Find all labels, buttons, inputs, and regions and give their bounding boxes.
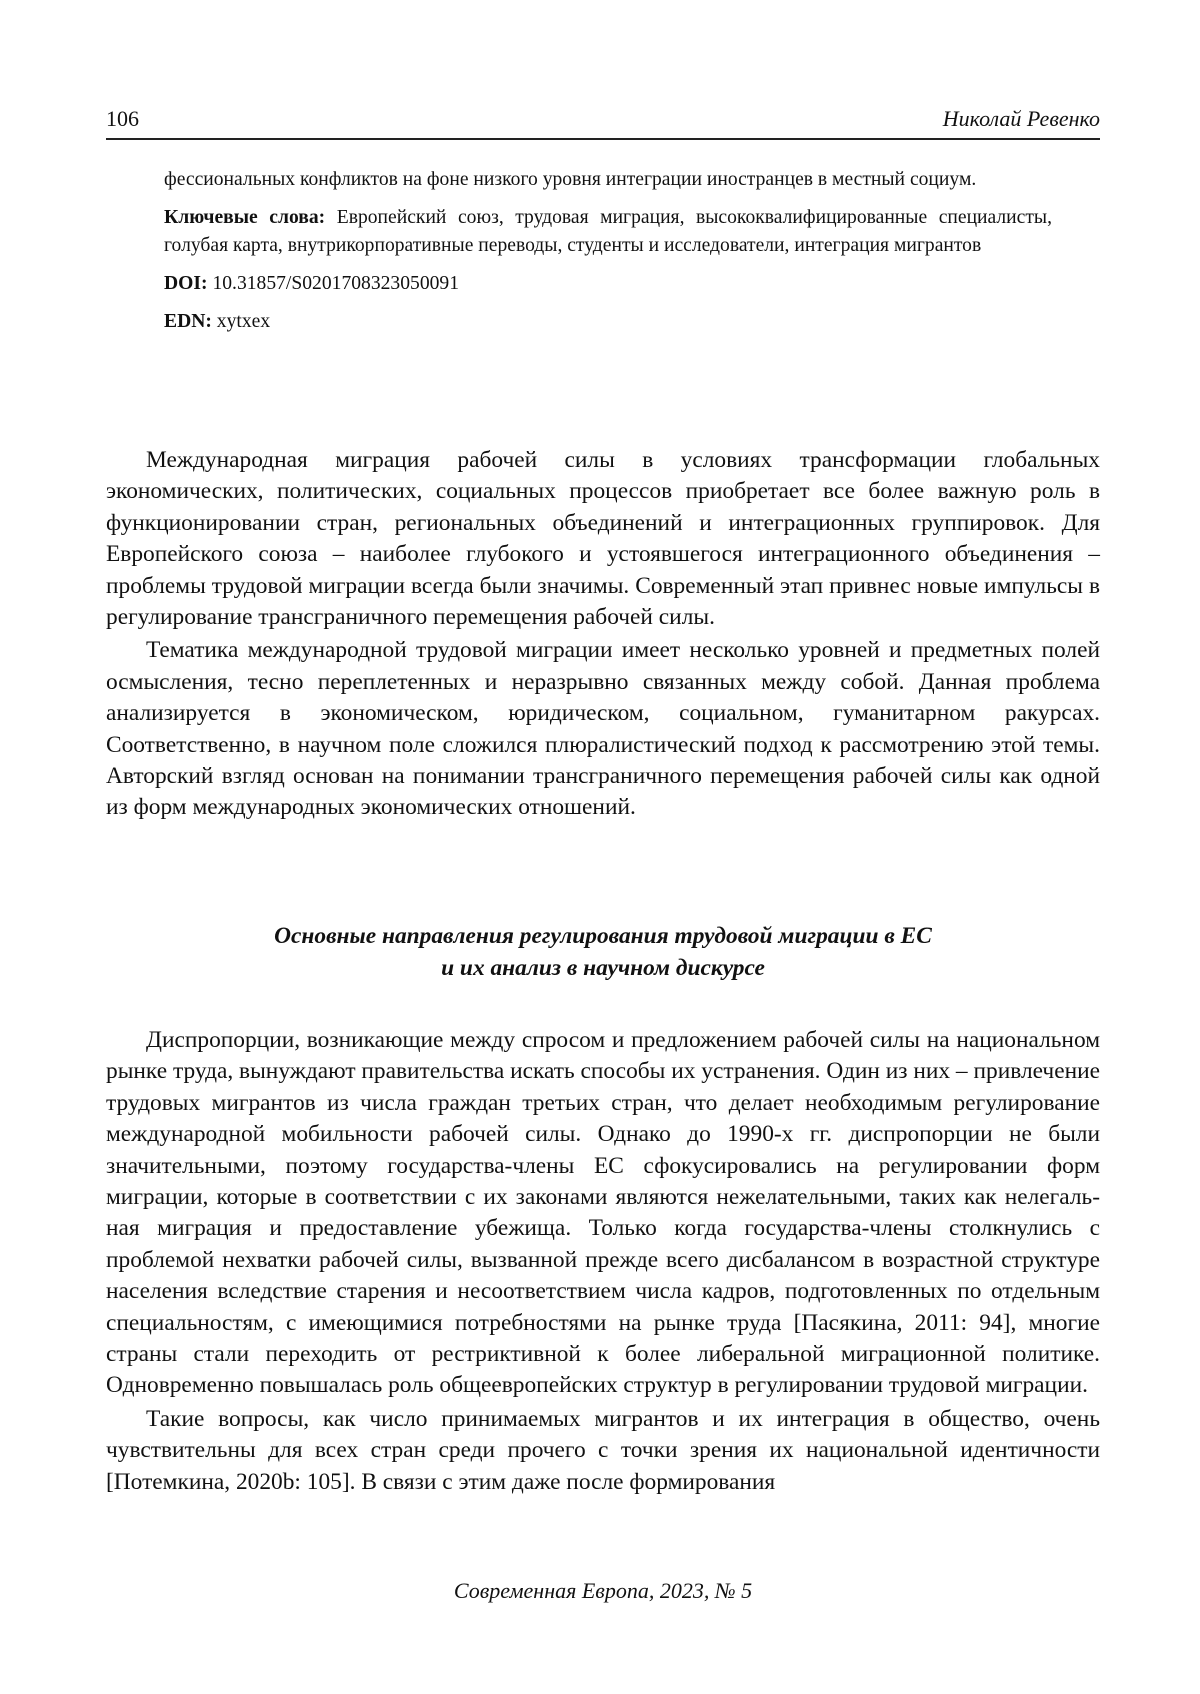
running-header <box>106 104 1100 140</box>
section-text <box>106 1025 1100 1500</box>
author-name: Николай Ревенко <box>942 106 1100 131</box>
doi-label: DOI: <box>164 273 208 294</box>
section-heading-line: Основные направления регулирования трудовой миграции в ЕС <box>274 923 932 949</box>
abstract-block <box>164 166 1052 346</box>
running-footer: Современная Европа, 2023, № 5 <box>453 1578 753 1603</box>
body-paragraph: Диспропорции, возникающие между спросом и предложением рабочей силы на национальном рынке труда, вынуждают правительства искать способы их устранения. Один из них – привлечение трудовых мигрантов из числа граждан третьих стран, что делает необходимым регулирование международной мобильности рабочей силы. Однако до 1990-х гг. диспропорции не были значительными, поэтому государства-члены ЕС сфокусировались на регулировании форм миграции, которые в соответствии с их законами являются нежелательными, таких как нелегальная миграция и предоставление убежища. Только когда государства-члены столкнулись с проблемой нехватки рабочей силы, вызванной прежде всего дисбалансом в возрастной структуре населения вследствие старения и несоответствием числа кадров, подготовленных по отдельным специальностям, с имеющимися потребностями на рынке труда [Пасякина, 2011: 94], многие страны стали переходить от рестриктивной к более либеральной миграционной политике. Одновременно повышалась роль общеевропейских структур в регулировании трудовой миграции. <box>106 1027 1100 1399</box>
page-number: 106 <box>106 106 139 131</box>
doi <box>164 270 1052 298</box>
intro-text <box>106 445 1100 826</box>
edn-label: EDN: <box>164 311 212 332</box>
keywords-label: Ключевые слова: <box>164 207 326 228</box>
section-heading-line: и их анализ в научном дискурсе <box>441 955 765 981</box>
edn-value: xytxex <box>211 311 271 332</box>
abstract-continuation: фессиональных конфликтов на фоне низкого уровня интеграции иностранцев в местный социум. <box>164 169 977 190</box>
edn <box>164 308 1052 336</box>
doi-value: 10.31857/S0201708323050091 <box>207 273 460 294</box>
body-paragraph: Такие вопросы, как число принимаемых мигрантов и их интеграция в общество, очень чувствительны для всех стран среди прочего с точки зрения их национальной идентичности [Потемкина, 2020b: 105]. В связи с этим даже после формирования <box>106 1405 1100 1495</box>
body-paragraph: Международная миграция рабочей силы в условиях трансформации глобальных экономических, политических, социальных процессов приобретает все более важную роль в функционировании стран, региональных объединений и интеграционных группировок. Для Европейского союза – наиболее глубокого и устоявшегося интеграционного объединения – проблемы трудовой миграции всегда были значимы. Современный этап привнес новые импульсы в регулирование трансграничного перемещения рабочей силы. <box>106 447 1100 631</box>
body-paragraph: Тематика международной трудовой миграции имеет несколько уровней и предметных полей осмысления, тесно переплетенных и неразрывно связанных между собой. Данная проблема анализируется в экономическом, юридическом, социальном, гуманитарном ракурсах. Соответственно, в научном поле сложился плюралистический подход к рассмотрению этой темы. Авторский взгляд основан на понимании трансграничного перемещения рабочей силы как одной из форм международных экономических отношений. <box>106 637 1100 821</box>
keywords <box>164 204 1052 260</box>
keywords-text: Европейский союз, трудовая миграция, высококвалифицированные специалисты, голубая карта, внутрикорпоративные переводы, студенты и исследователи, интеграция мигрантов <box>164 207 1052 256</box>
section-heading <box>106 920 1100 984</box>
